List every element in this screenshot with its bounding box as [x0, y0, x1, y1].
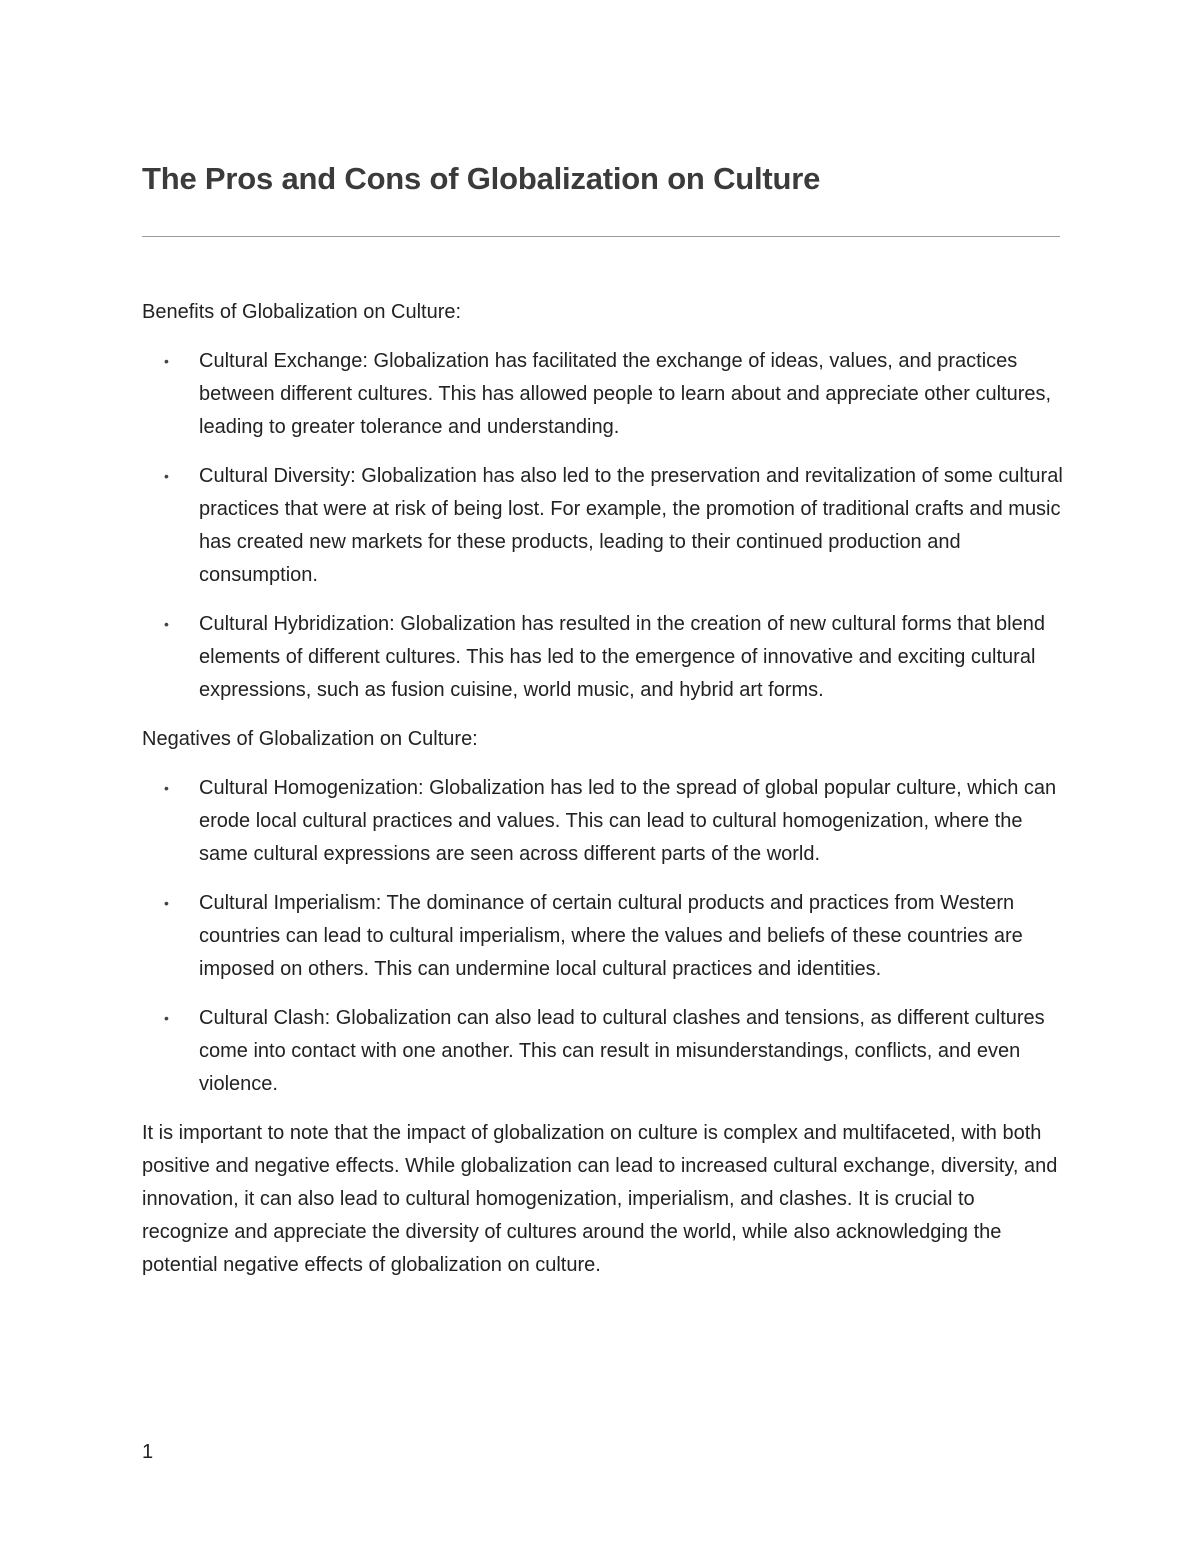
benefits-list [142, 345, 1063, 707]
list-item-text: Cultural Hybridization: Globalization has resulted in the creation of new cultural forms that blend elements of different cultures. This has led to the emergence of innovative and exciting cultural expressions, such as fusion cuisine, world music, and hybrid art forms. [199, 613, 1045, 701]
list-item [142, 460, 1069, 592]
list-item-text: Cultural Imperialism: The dominance of certain cultural products and practices from Western countries can lead to cultural imperialism, where the values and beliefs of these countries are imposed on others. This can undermine local cultural practices and identities. [199, 892, 1023, 980]
bullet-icon: • [164, 1010, 169, 1026]
list-item [142, 1002, 1069, 1101]
list-item [142, 887, 1069, 986]
document-page [142, 0, 1063, 1553]
benefits-heading: Benefits of Globalization on Culture: [142, 301, 462, 323]
document-body [142, 296, 1063, 1282]
title-divider [142, 236, 1060, 237]
conclusion-paragraph: It is important to note that the impact of globalization on culture is complex and multifaceted, with both positive and negative effects. While globalization can lead to increased cultural exchange, diversity, and innovation, it can also lead to cultural homogenization, imperialism, and clashes. It is crucial to recognize and appreciate the diversity of cultures around the world, while also acknowledging the potential negative effects of globalization on culture. [142, 1122, 1058, 1276]
bullet-icon: • [164, 895, 169, 911]
page-number: 1 [142, 1441, 154, 1463]
bullet-icon: • [164, 616, 169, 632]
negatives-heading: Negatives of Globalization on Culture: [142, 728, 478, 750]
list-item-text: Cultural Diversity: Globalization has also led to the preservation and revitalization of some cultural practices that were at risk of being lost. For example, the promotion of traditional crafts and music has created new markets for these products, leading to their continued production and consumption. [199, 465, 1063, 586]
list-item [142, 772, 1069, 871]
negatives-list [142, 772, 1060, 1101]
bullet-icon: • [164, 468, 169, 484]
page-title: The Pros and Cons of Globalization on Culture [142, 161, 821, 196]
bullet-icon: • [164, 780, 169, 796]
bullet-icon: • [164, 353, 169, 369]
list-item-text: Cultural Exchange: Globalization has facilitated the exchange of ideas, values, and practices between different cultures. This has allowed people to learn about and appreciate other cultures, leading to greater tolerance and understanding. [199, 350, 1052, 438]
list-item [142, 608, 1069, 707]
list-item-text: Cultural Clash: Globalization can also lead to cultural clashes and tensions, as different cultures come into contact with one another. This can result in misunderstandings, conflicts, and even violence. [199, 1007, 1045, 1095]
list-item-text: Cultural Homogenization: Globalization has led to the spread of global popular culture, which can erode local cultural practices and values. This can lead to cultural homogenization, where the same cultural expressions are seen across different parts of the world. [199, 777, 1057, 865]
list-item [142, 345, 1069, 444]
